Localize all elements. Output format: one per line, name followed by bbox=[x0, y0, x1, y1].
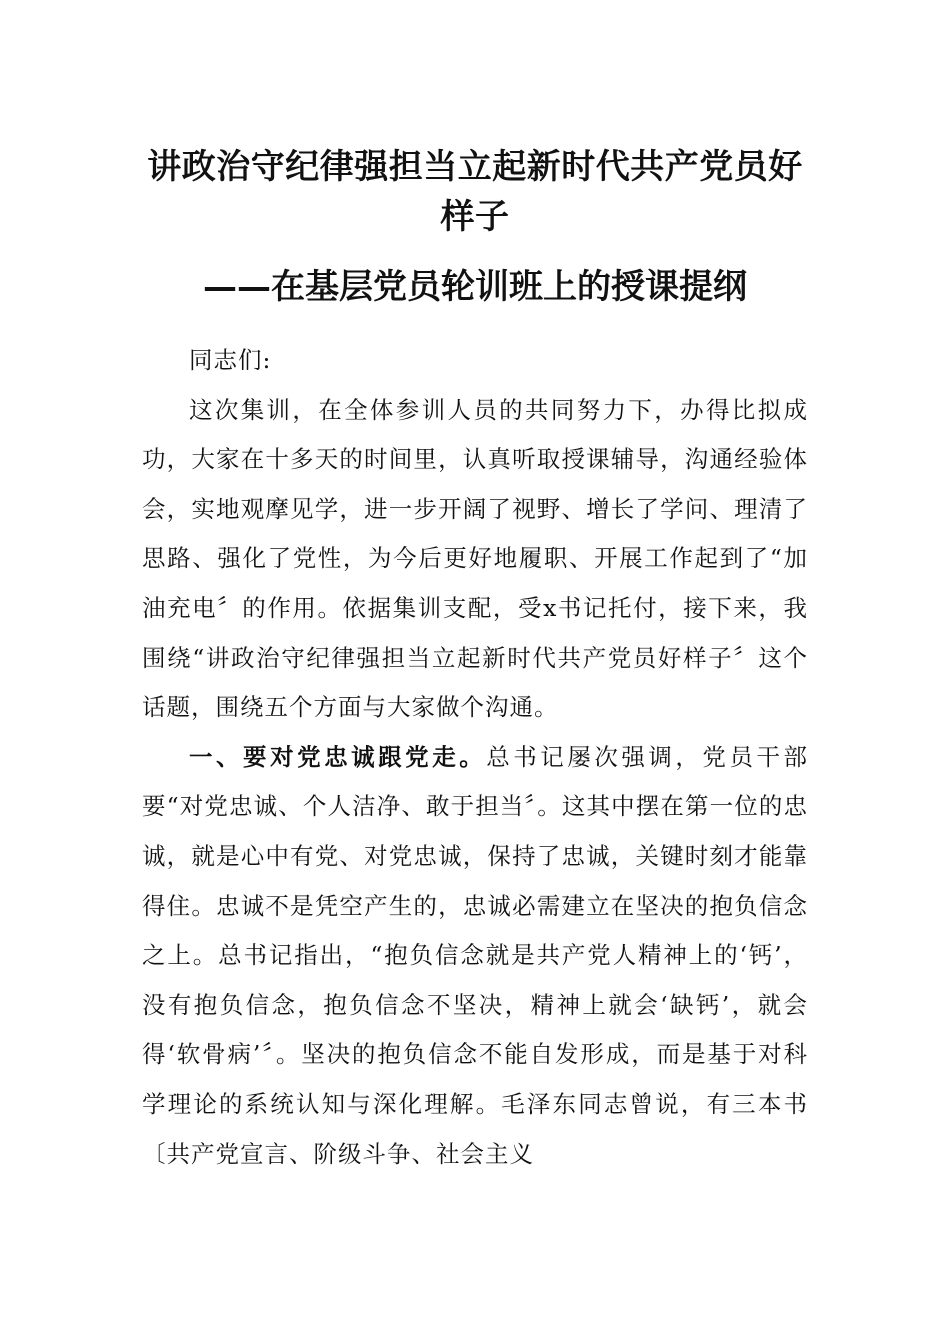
document-body bbox=[142, 336, 808, 1179]
document-title: 讲政治守纪律强担当立起新时代共产党员好样子 bbox=[147, 147, 803, 237]
section-1-text: 总书记屡次强调，党员干部要“对党忠诚、个人洁净、敢于担当〞。这其中摆在第一位的忠诚，就是心中有党、对党忠诚，保持了忠诚，关键时刻才能靠得住。忠诚不是凭空产生的，忠诚必需建立在坚决的抱负信念之上。总书记指出，“抱负信念就是共产党人精神上的‘钙’，没有抱负信念，抱负信念不坚决，精神上就会‘缺钙’，就会得‘软骨病’〞。坚决的抱负信念不能自发形成，而是基于对科学理论的系统认知与深化理解。毛泽东同志曾说，有三本书〔共产党宣言、阶级斗争、社会主义 bbox=[142, 742, 808, 1168]
salutation: 同志们: bbox=[189, 346, 272, 374]
section-1-heading: 一、要对党忠诚跟党走。 bbox=[189, 742, 487, 771]
document-subtitle: ——在基层党员轮训班上的授课提纲 bbox=[203, 267, 747, 307]
section-1-paragraph bbox=[142, 733, 808, 1179]
paragraph-intro: 这次集训，在全体参训人员的共同努力下，办得比拟成功，大家在十多天的时间里，认真听取授课辅导，沟通经验体会，实地观摩见学，进一步开阔了视野、增长了学问、理清了思路、强化了党性，为今后更好地履职、开展工作起到了“加油充电〞的作用。依据集训支配，受x书记托付，接下来，我围绕“讲政治守纪律强担当立起新时代共产党员好样子〞这个话题，围绕五个方面与大家做个沟通。 bbox=[142, 395, 808, 722]
